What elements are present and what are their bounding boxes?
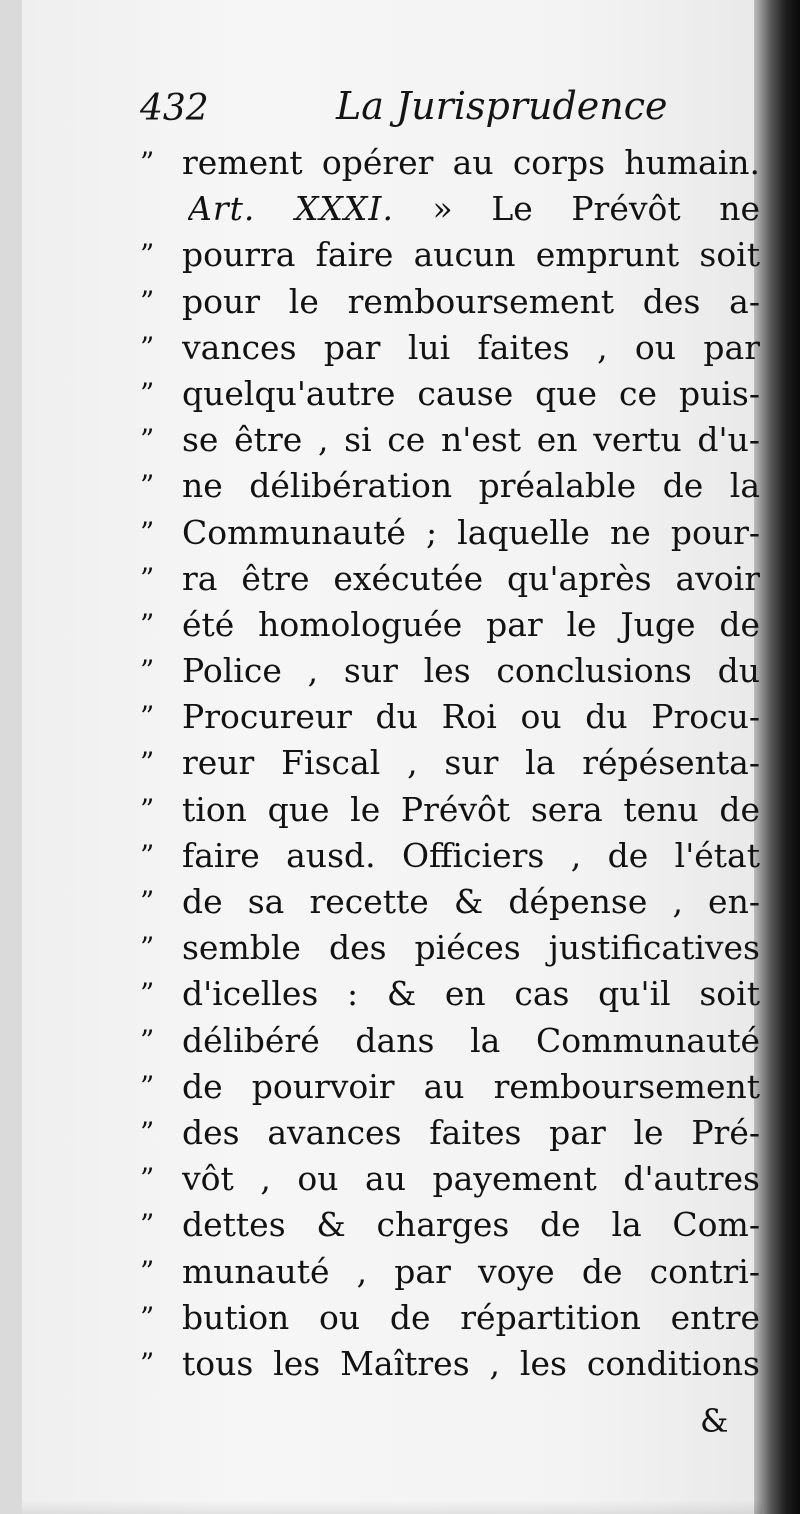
line-text: rement opérer au corps humain. [182,143,760,182]
text-line [140,232,760,278]
text-line [140,971,760,1017]
quote-mark: ” [140,515,155,549]
body-text [140,140,760,1387]
line-text: pour le remboursement des a- [182,281,760,321]
line-text: semble des piéces justificatives [182,928,760,968]
quote-mark: ” [140,469,155,503]
text-line [140,1110,760,1156]
text-line [140,463,760,509]
quote-mark: ” [140,838,155,872]
quote-mark: ” [140,1208,155,1242]
quote-mark: ” [140,146,155,179]
line-text: bution ou de répartition entre [182,1297,760,1337]
left-margin [0,0,22,1514]
quote-mark: ” [140,1162,155,1196]
text-line [140,648,760,694]
text-line [140,1341,760,1387]
text-line [140,1064,760,1110]
page-header [140,84,750,140]
line-text: vances par lui faites , ou par [182,327,760,367]
bottom-edge-shade [22,1500,762,1514]
text-line [140,833,760,879]
quote-mark: ” [140,977,155,1011]
quote-mark: ” [140,931,155,965]
text-line [140,371,760,417]
line-text: faire ausd. Officiers , de l'état [182,835,760,875]
page-number: 432 [140,88,209,129]
text-line [140,140,760,186]
line-text: Communauté ; laquelle ne pour- [182,512,760,552]
line-text: des avances faites par le Pré- [182,1112,760,1152]
line-text: tous les Maîtres , les conditions [182,1343,760,1383]
line-text: été homologuée par le Juge de [182,604,760,644]
line-text: ra être exécutée qu'après avoir [182,558,760,598]
line-text: Police , sur les conclusions du [182,651,760,691]
article-line [140,186,760,232]
line-text: délibéré dans la Communauté [182,1020,760,1060]
line-text: reur Fiscal , sur la répésenta- [182,743,760,783]
text-line [140,510,760,556]
quote-mark: ” [140,238,155,272]
line-text: de pourvoir au remboursement [182,1066,760,1106]
text-line [140,1156,760,1202]
text-line [140,1249,760,1295]
text-line [140,925,760,971]
quote-mark: ” [140,746,155,780]
quote-mark: ” [140,700,155,734]
quote-mark: ” [140,284,155,318]
text-line [140,740,760,786]
article-text: » Le Prévôt ne [432,189,760,229]
text-line [140,1018,760,1064]
line-text: pourra faire aucun emprunt soit [182,235,760,275]
quote-mark: ” [140,1069,155,1103]
line-text: munauté , par voye de contri- [182,1251,760,1291]
line-text: ne délibération préalable de la [182,466,760,506]
line-text: Procureur du Roi ou du Procu- [182,697,760,737]
quote-mark: ” [140,1023,155,1057]
quote-mark: ” [140,1300,155,1334]
running-title: La Jurisprudence [336,84,668,128]
catchword: & [700,1402,729,1440]
quote-mark: ” [140,1346,155,1380]
line-text: se être , si ce n'est en vertu d'u- [182,420,760,460]
line-text: quelqu'autre cause que ce puis- [182,373,760,413]
quote-mark: ” [140,1254,155,1288]
quote-mark: ” [140,885,155,918]
line-text: dettes & charges de la Com- [182,1205,760,1245]
text-line [140,417,760,463]
text-line [140,279,760,325]
text-line [140,556,760,602]
line-text: tion que le Prévôt sera tenu de [182,789,760,829]
text-line [140,325,760,371]
text-line [140,787,760,833]
quote-mark: ” [140,423,155,457]
text-line [140,602,760,648]
line-text [188,186,760,232]
quote-mark: ” [140,330,155,364]
text-line [140,1202,760,1248]
text-line [140,1295,760,1341]
line-text: d'icelles : & en cas qu'il soit [182,974,760,1014]
quote-mark: ” [140,607,155,641]
article-heading: Art. XXXI. [188,189,394,229]
quote-mark: ” [140,1115,155,1149]
binding-gutter-shadow [754,0,800,1514]
line-text: de sa recette & dépense , en- [182,882,760,921]
quote-mark: ” [140,792,155,826]
quote-mark: ” [140,376,155,410]
quote-mark: ” [140,561,155,595]
text-line [140,694,760,740]
line-text: vôt , ou au payement d'autres [182,1159,760,1199]
text-line [140,879,760,925]
quote-mark: ” [140,654,155,688]
